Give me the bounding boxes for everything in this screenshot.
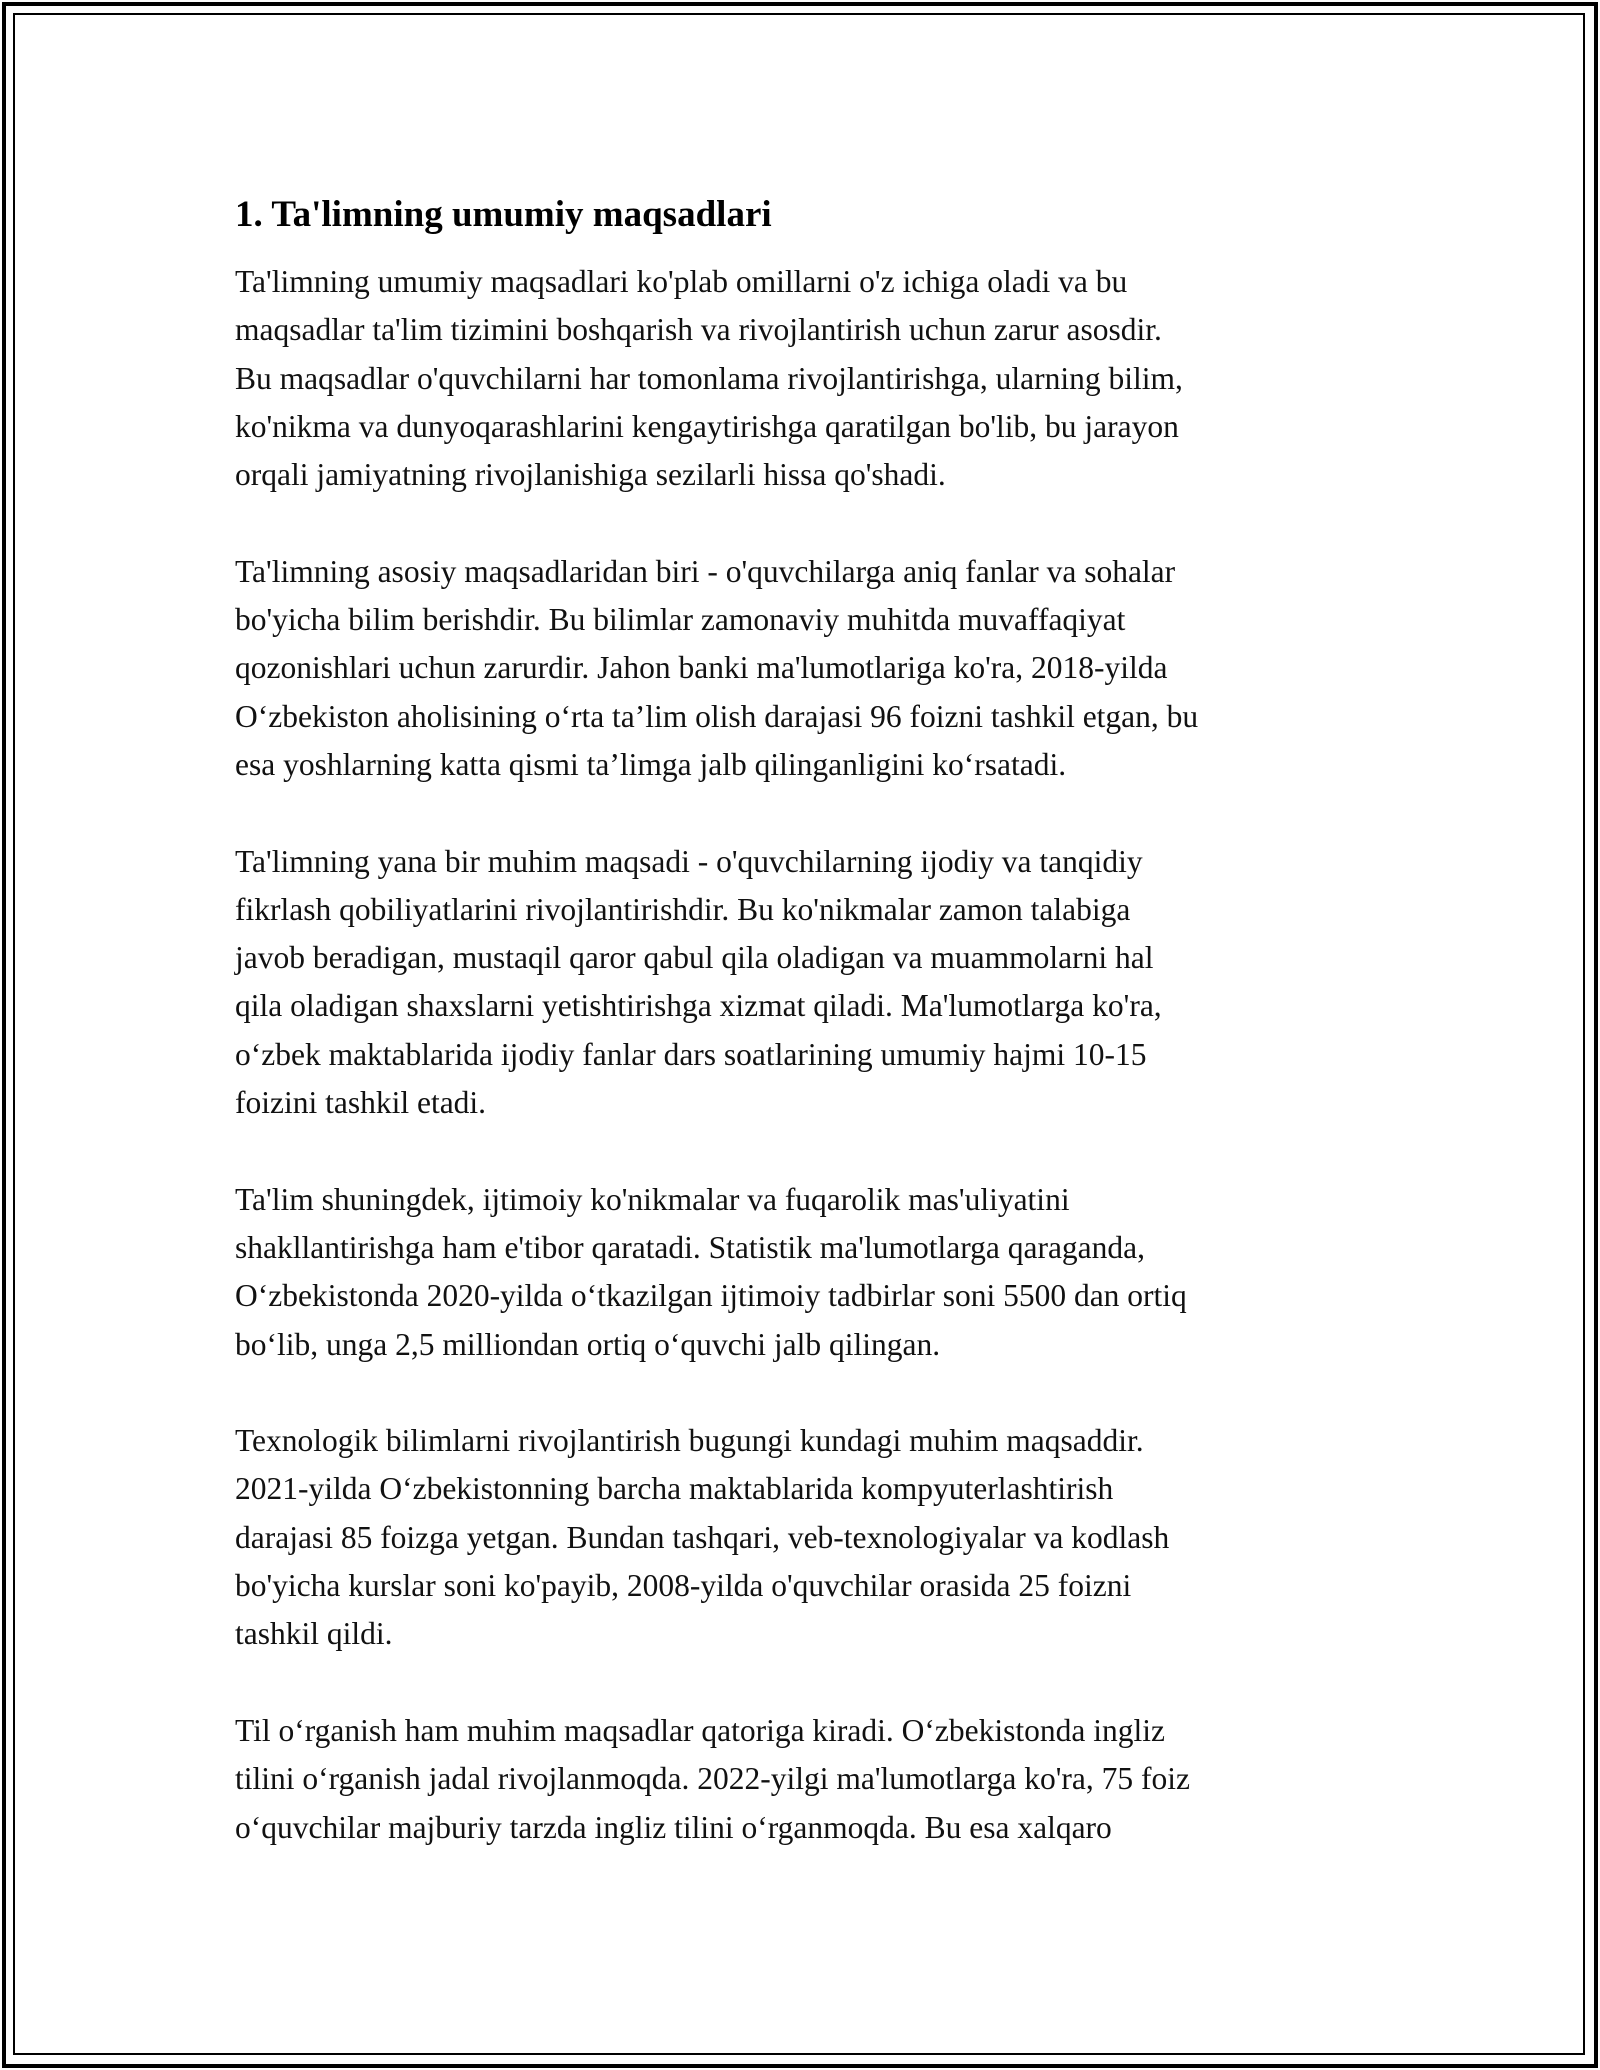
paragraph bbox=[235, 548, 1375, 789]
text-line: Til o‘rganish ham muhim maqsadlar qatoriga kiradi. O‘zbekistonda ingliz bbox=[235, 1712, 1165, 1748]
text-line: bo'yicha kurslar soni ko'payib, 2008-yilda o'quvchilar orasida 25 foizni bbox=[235, 1568, 1132, 1604]
paragraph-list bbox=[235, 258, 1375, 1852]
text-line: o‘quvchilar majburiy tarzda ingliz tilini o‘rganmoqda. Bu esa xalqaro bbox=[235, 1809, 1112, 1845]
paragraph bbox=[235, 1417, 1375, 1658]
text-line: O‘zbekiston aholisining o‘rta ta’lim olish darajasi 96 foizni tashkil etgan, bu bbox=[235, 698, 1199, 734]
text-line: tashkil qildi. bbox=[235, 1616, 393, 1652]
text-line: qozonishlari uchun zarurdir. Jahon banki ma'lumotlariga ko'ra, 2018-yilda bbox=[235, 650, 1168, 686]
section-heading: 1. Ta'limning umumiy maqsadlari bbox=[235, 194, 772, 235]
text-line: Ta'limning asosiy maqsadlaridan biri - o'quvchilarga aniq fanlar va sohalar bbox=[235, 553, 1176, 589]
text-line: foizini tashkil etadi. bbox=[235, 1085, 487, 1121]
paragraph bbox=[235, 838, 1375, 1128]
text-line: qila oladigan shaxslarni yetishtirishga xizmat qiladi. Ma'lumotlarga ko'ra, bbox=[235, 988, 1162, 1024]
text-line: O‘zbekistonda 2020-yilda o‘tkazilgan ijtimoiy tadbirlar soni 5500 dan ortiq bbox=[235, 1278, 1187, 1314]
text-line: javob beradigan, mustaqil qaror qabul qila oladigan va muammolarni hal bbox=[235, 940, 1154, 976]
text-line: fikrlash qobiliyatlarini rivojlantirishdir. Bu ko'nikmalar zamon talabiga bbox=[235, 891, 1131, 927]
text-line: darajasi 85 foizga yetgan. Bundan tashqari, veb-texnologiyalar va kodlash bbox=[235, 1519, 1170, 1555]
text-line: Texnologik bilimlarni rivojlantirish bugungi kundagi muhim maqsaddir. bbox=[235, 1423, 1144, 1459]
text-line: tilini o‘rganish jadal rivojlanmoqda. 2022-yilgi ma'lumotlarga ko'ra, 75 foiz bbox=[235, 1761, 1190, 1797]
text-line: Ta'lim shuningdek, ijtimoiy ko'nikmalar va fuqarolik mas'uliyatini bbox=[235, 1181, 1070, 1217]
text-line: o‘zbek maktablarida ijodiy fanlar dars soatlarining umumiy hajmi 10-15 bbox=[235, 1036, 1147, 1072]
text-line: bo‘lib, unga 2,5 milliondan ortiq o‘quvchi jalb qilingan. bbox=[235, 1326, 941, 1362]
text-line: 2021-yilda O‘zbekistonning barcha maktablarida kompyuterlashtirish bbox=[235, 1471, 1114, 1507]
text-line: esa yoshlarning katta qismi ta’limga jalb qilinganligini ko‘rsatadi. bbox=[235, 746, 1067, 782]
text-line: Bu maqsadlar o'quvchilarni har tomonlama rivojlantirishga, ularning bilim, bbox=[235, 360, 1183, 396]
text-line: shakllantirishga ham e'tibor qaratadi. Statistik ma'lumotlarga qaraganda, bbox=[235, 1229, 1146, 1265]
paragraph bbox=[235, 1176, 1375, 1369]
document-body bbox=[235, 180, 1375, 1900]
text-line: maqsadlar ta'lim tizimini boshqarish va rivojlantirish uchun zarur asosdir. bbox=[235, 312, 1162, 348]
paragraph bbox=[235, 1707, 1375, 1852]
text-line: ko'nikma va dunyoqarashlarini kengaytirishga qaratilgan bo'lib, bu jarayon bbox=[235, 408, 1179, 444]
text-line: bo'yicha bilim berishdir. Bu bilimlar zamonaviy muhitda muvaffaqiyat bbox=[235, 602, 1126, 638]
text-line: Ta'limning yana bir muhim maqsadi - o'quvchilarning ijodiy va tanqidiy bbox=[235, 843, 1143, 879]
text-line: Ta'limning umumiy maqsadlari ko'plab omillarni o'z ichiga oladi va bu bbox=[235, 264, 1128, 299]
paragraph bbox=[235, 258, 1375, 499]
text-line: orqali jamiyatning rivojlanishiga sezilarli hissa qo'shadi. bbox=[235, 457, 946, 493]
